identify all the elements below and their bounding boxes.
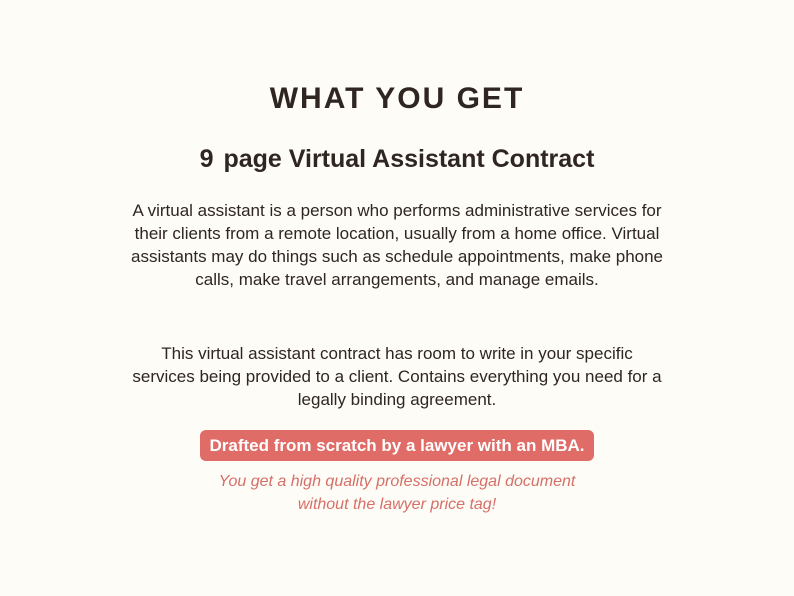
tagline-line-1: You get a high quality professional legal document [218,473,576,490]
contract-details-paragraph: This virtual assistant contract has room to write in your specific services being provided to a client. Contains everything you need for a legally binding agreement. [132,344,662,409]
tagline-line-2: without the lawyer price tag! [297,496,497,513]
badge-container [0,430,794,461]
page-count: 9 [199,145,214,173]
description-paragraph: A virtual assistant is a person who performs administrative services for their clients from a remote location, usually from a home office. Virtual assistants may do things such as schedule appointments, make phone calls, make travel arrangements, and manage emails. [130,201,664,289]
product-subtitle [0,143,794,175]
lawyer-badge: Drafted from scratch by a lawyer with an MBA. [200,430,593,461]
product-name: page Virtual Assistant Contract [223,145,595,173]
tagline [0,470,794,516]
page-title: WHAT YOU GET [269,82,525,115]
